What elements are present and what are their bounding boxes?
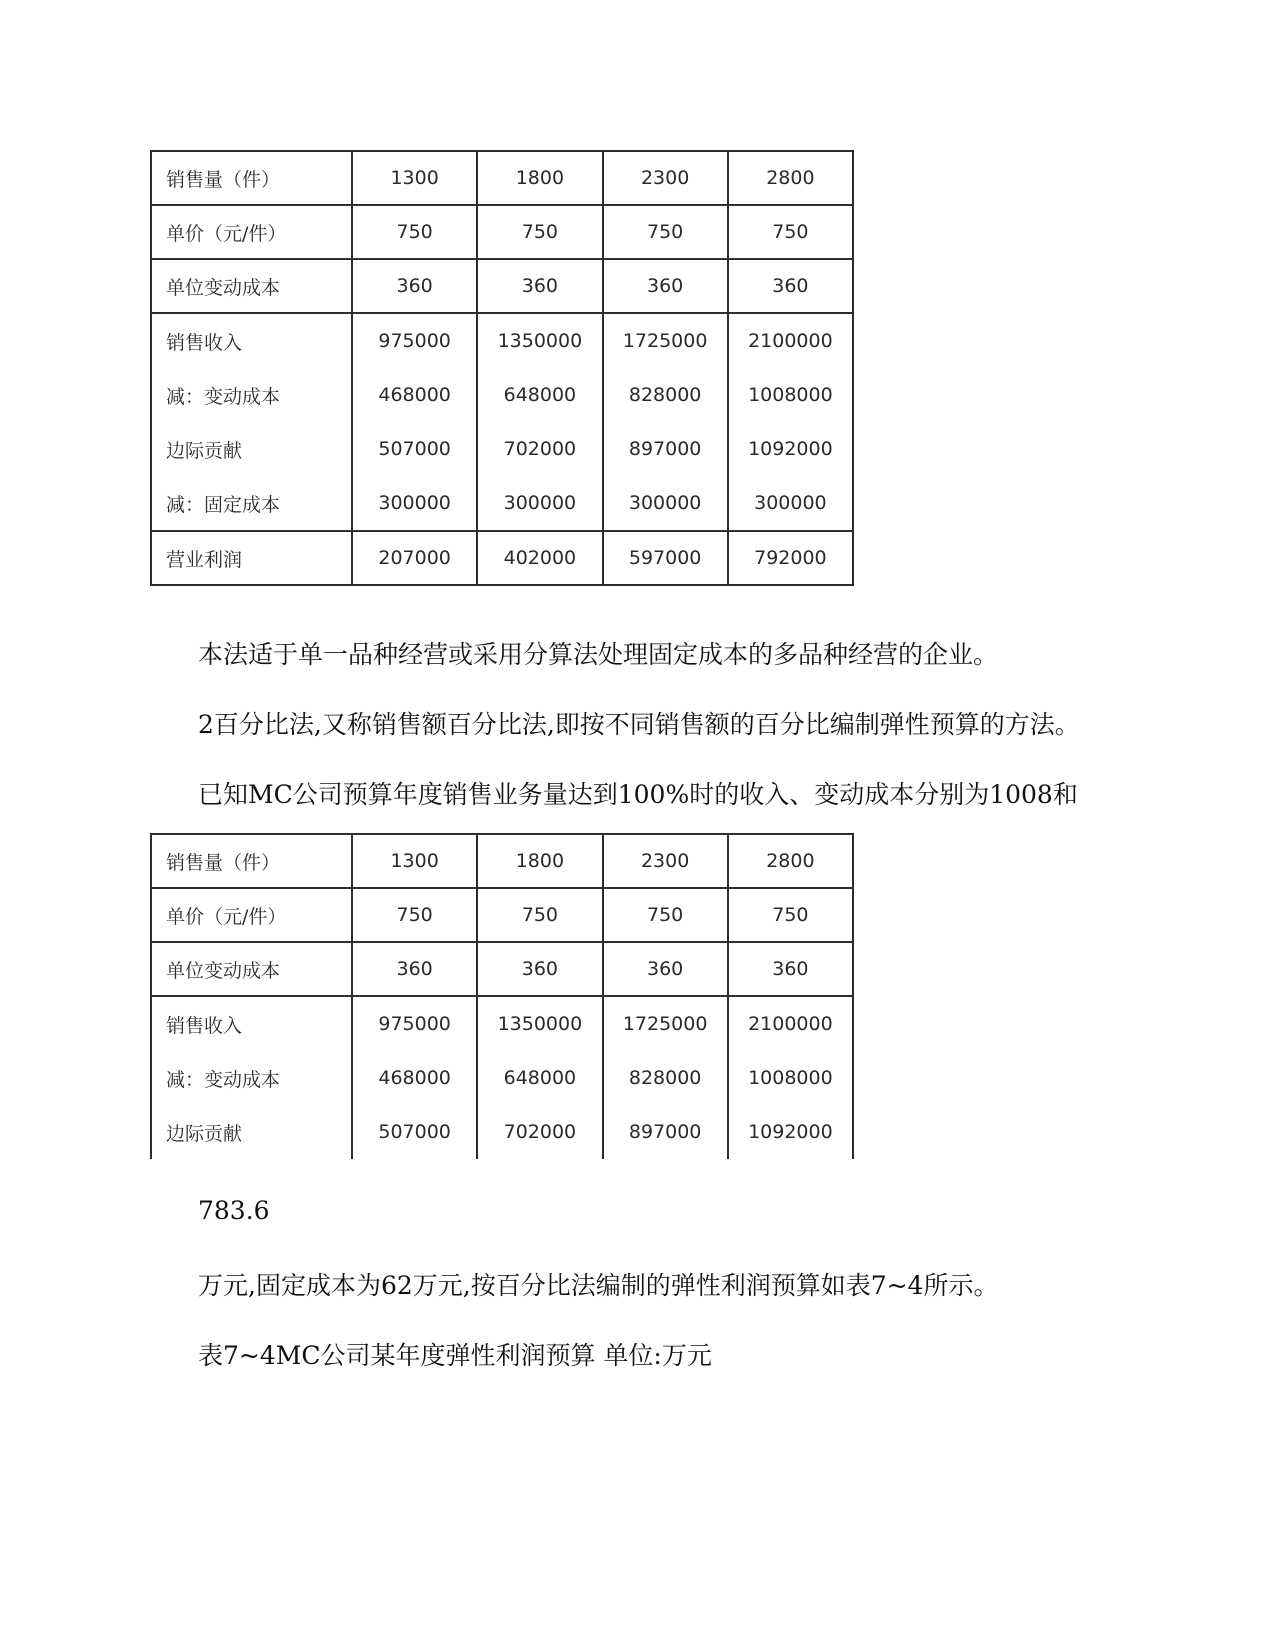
table-cell: 648000 xyxy=(477,1051,602,1105)
table-cell: 2300 xyxy=(603,834,728,888)
table-cell: 828000 xyxy=(603,1051,728,1105)
table-row xyxy=(151,205,853,259)
table-cell: 468000 xyxy=(352,368,477,422)
table-cell: 1800 xyxy=(477,834,602,888)
row-label: 减：固定成本 xyxy=(151,476,352,531)
table-cell: 360 xyxy=(728,942,853,996)
table-cell: 975000 xyxy=(352,996,477,1051)
table-cell: 897000 xyxy=(603,422,728,476)
table-cell: 507000 xyxy=(352,1105,477,1159)
row-label: 边际贡献 xyxy=(151,1105,352,1159)
table-cell: 2800 xyxy=(728,834,853,888)
table-row xyxy=(151,942,853,996)
table-cell: 360 xyxy=(728,259,853,313)
table-row xyxy=(151,531,853,585)
table-cell: 1008000 xyxy=(728,1051,853,1105)
paragraph: 本法适于单一品种经营或采用分算法处理固定成本的多品种经营的企业。 xyxy=(198,640,999,669)
table-cell: 360 xyxy=(477,942,602,996)
table-cell: 1300 xyxy=(352,834,477,888)
budget-table-2 xyxy=(150,833,854,1159)
table-cell: 648000 xyxy=(477,368,602,422)
table-cell: 2800 xyxy=(728,151,853,205)
table-cell: 1350000 xyxy=(477,313,602,368)
table-cell: 1092000 xyxy=(728,1105,853,1159)
table-cell: 300000 xyxy=(603,476,728,531)
table-cell: 2100000 xyxy=(728,313,853,368)
table-cell: 300000 xyxy=(352,476,477,531)
table-cell: 750 xyxy=(728,205,853,259)
table-cell: 1725000 xyxy=(603,996,728,1051)
table-row xyxy=(151,996,853,1051)
row-label: 销售收入 xyxy=(151,996,352,1051)
table-cell: 1092000 xyxy=(728,422,853,476)
table-cell: 792000 xyxy=(728,531,853,585)
table-cell: 468000 xyxy=(352,1051,477,1105)
table-cell: 750 xyxy=(352,205,477,259)
paragraph: 783.6 xyxy=(198,1196,270,1225)
table-cell: 750 xyxy=(603,888,728,942)
table-cell: 1725000 xyxy=(603,313,728,368)
table-cell: 360 xyxy=(603,942,728,996)
table-cell: 702000 xyxy=(477,1105,602,1159)
table-cell: 507000 xyxy=(352,422,477,476)
paragraph: 2百分比法,又称销售额百分比法,即按不同销售额的百分比编制弹性预算的方法。 xyxy=(198,710,1080,739)
table-row xyxy=(151,888,853,942)
table-cell: 750 xyxy=(728,888,853,942)
table-cell: 360 xyxy=(352,942,477,996)
table-row xyxy=(151,151,853,205)
table-cell: 828000 xyxy=(603,368,728,422)
row-label: 减：变动成本 xyxy=(151,1051,352,1105)
table-cell: 2100000 xyxy=(728,996,853,1051)
table-cell: 750 xyxy=(352,888,477,942)
budget-table-1 xyxy=(150,150,854,586)
table-cell: 897000 xyxy=(603,1105,728,1159)
table-cell: 750 xyxy=(477,205,602,259)
table-row xyxy=(151,422,853,476)
row-label: 边际贡献 xyxy=(151,422,352,476)
row-label: 减：变动成本 xyxy=(151,368,352,422)
table-row xyxy=(151,1051,853,1105)
table-cell: 702000 xyxy=(477,422,602,476)
table-cell: 1350000 xyxy=(477,996,602,1051)
row-label: 单位变动成本 xyxy=(151,942,352,996)
table-row xyxy=(151,313,853,368)
table-row xyxy=(151,834,853,888)
table-cell: 975000 xyxy=(352,313,477,368)
table-cell: 2300 xyxy=(603,151,728,205)
row-label: 销售收入 xyxy=(151,313,352,368)
table-cell: 360 xyxy=(477,259,602,313)
table-cell: 300000 xyxy=(477,476,602,531)
table-row xyxy=(151,476,853,531)
table-cell: 360 xyxy=(352,259,477,313)
table-cell: 300000 xyxy=(728,476,853,531)
table-cell: 207000 xyxy=(352,531,477,585)
table-row xyxy=(151,1105,853,1159)
paragraph: 万元,固定成本为62万元,按百分比法编制的弹性利润预算如表7~4所示。 xyxy=(198,1271,999,1300)
table-cell: 360 xyxy=(603,259,728,313)
row-label: 单价（元/件） xyxy=(151,888,352,942)
table-cell: 1300 xyxy=(352,151,477,205)
table-cell: 750 xyxy=(603,205,728,259)
row-label: 单位变动成本 xyxy=(151,259,352,313)
paragraph: 已知MC公司预算年度销售业务量达到100%时的收入、变动成本分别为1008和 xyxy=(198,780,1078,809)
row-label: 营业利润 xyxy=(151,531,352,585)
row-label: 销售量（件） xyxy=(151,151,352,205)
row-label: 销售量（件） xyxy=(151,834,352,888)
table-cell: 597000 xyxy=(603,531,728,585)
table-cell: 750 xyxy=(477,888,602,942)
paragraph: 表7~4MC公司某年度弹性利润预算 单位:万元 xyxy=(198,1341,712,1370)
table-cell: 1800 xyxy=(477,151,602,205)
table-cell: 1008000 xyxy=(728,368,853,422)
table-row xyxy=(151,368,853,422)
table-row xyxy=(151,259,853,313)
row-label: 单价（元/件） xyxy=(151,205,352,259)
table-cell: 402000 xyxy=(477,531,602,585)
